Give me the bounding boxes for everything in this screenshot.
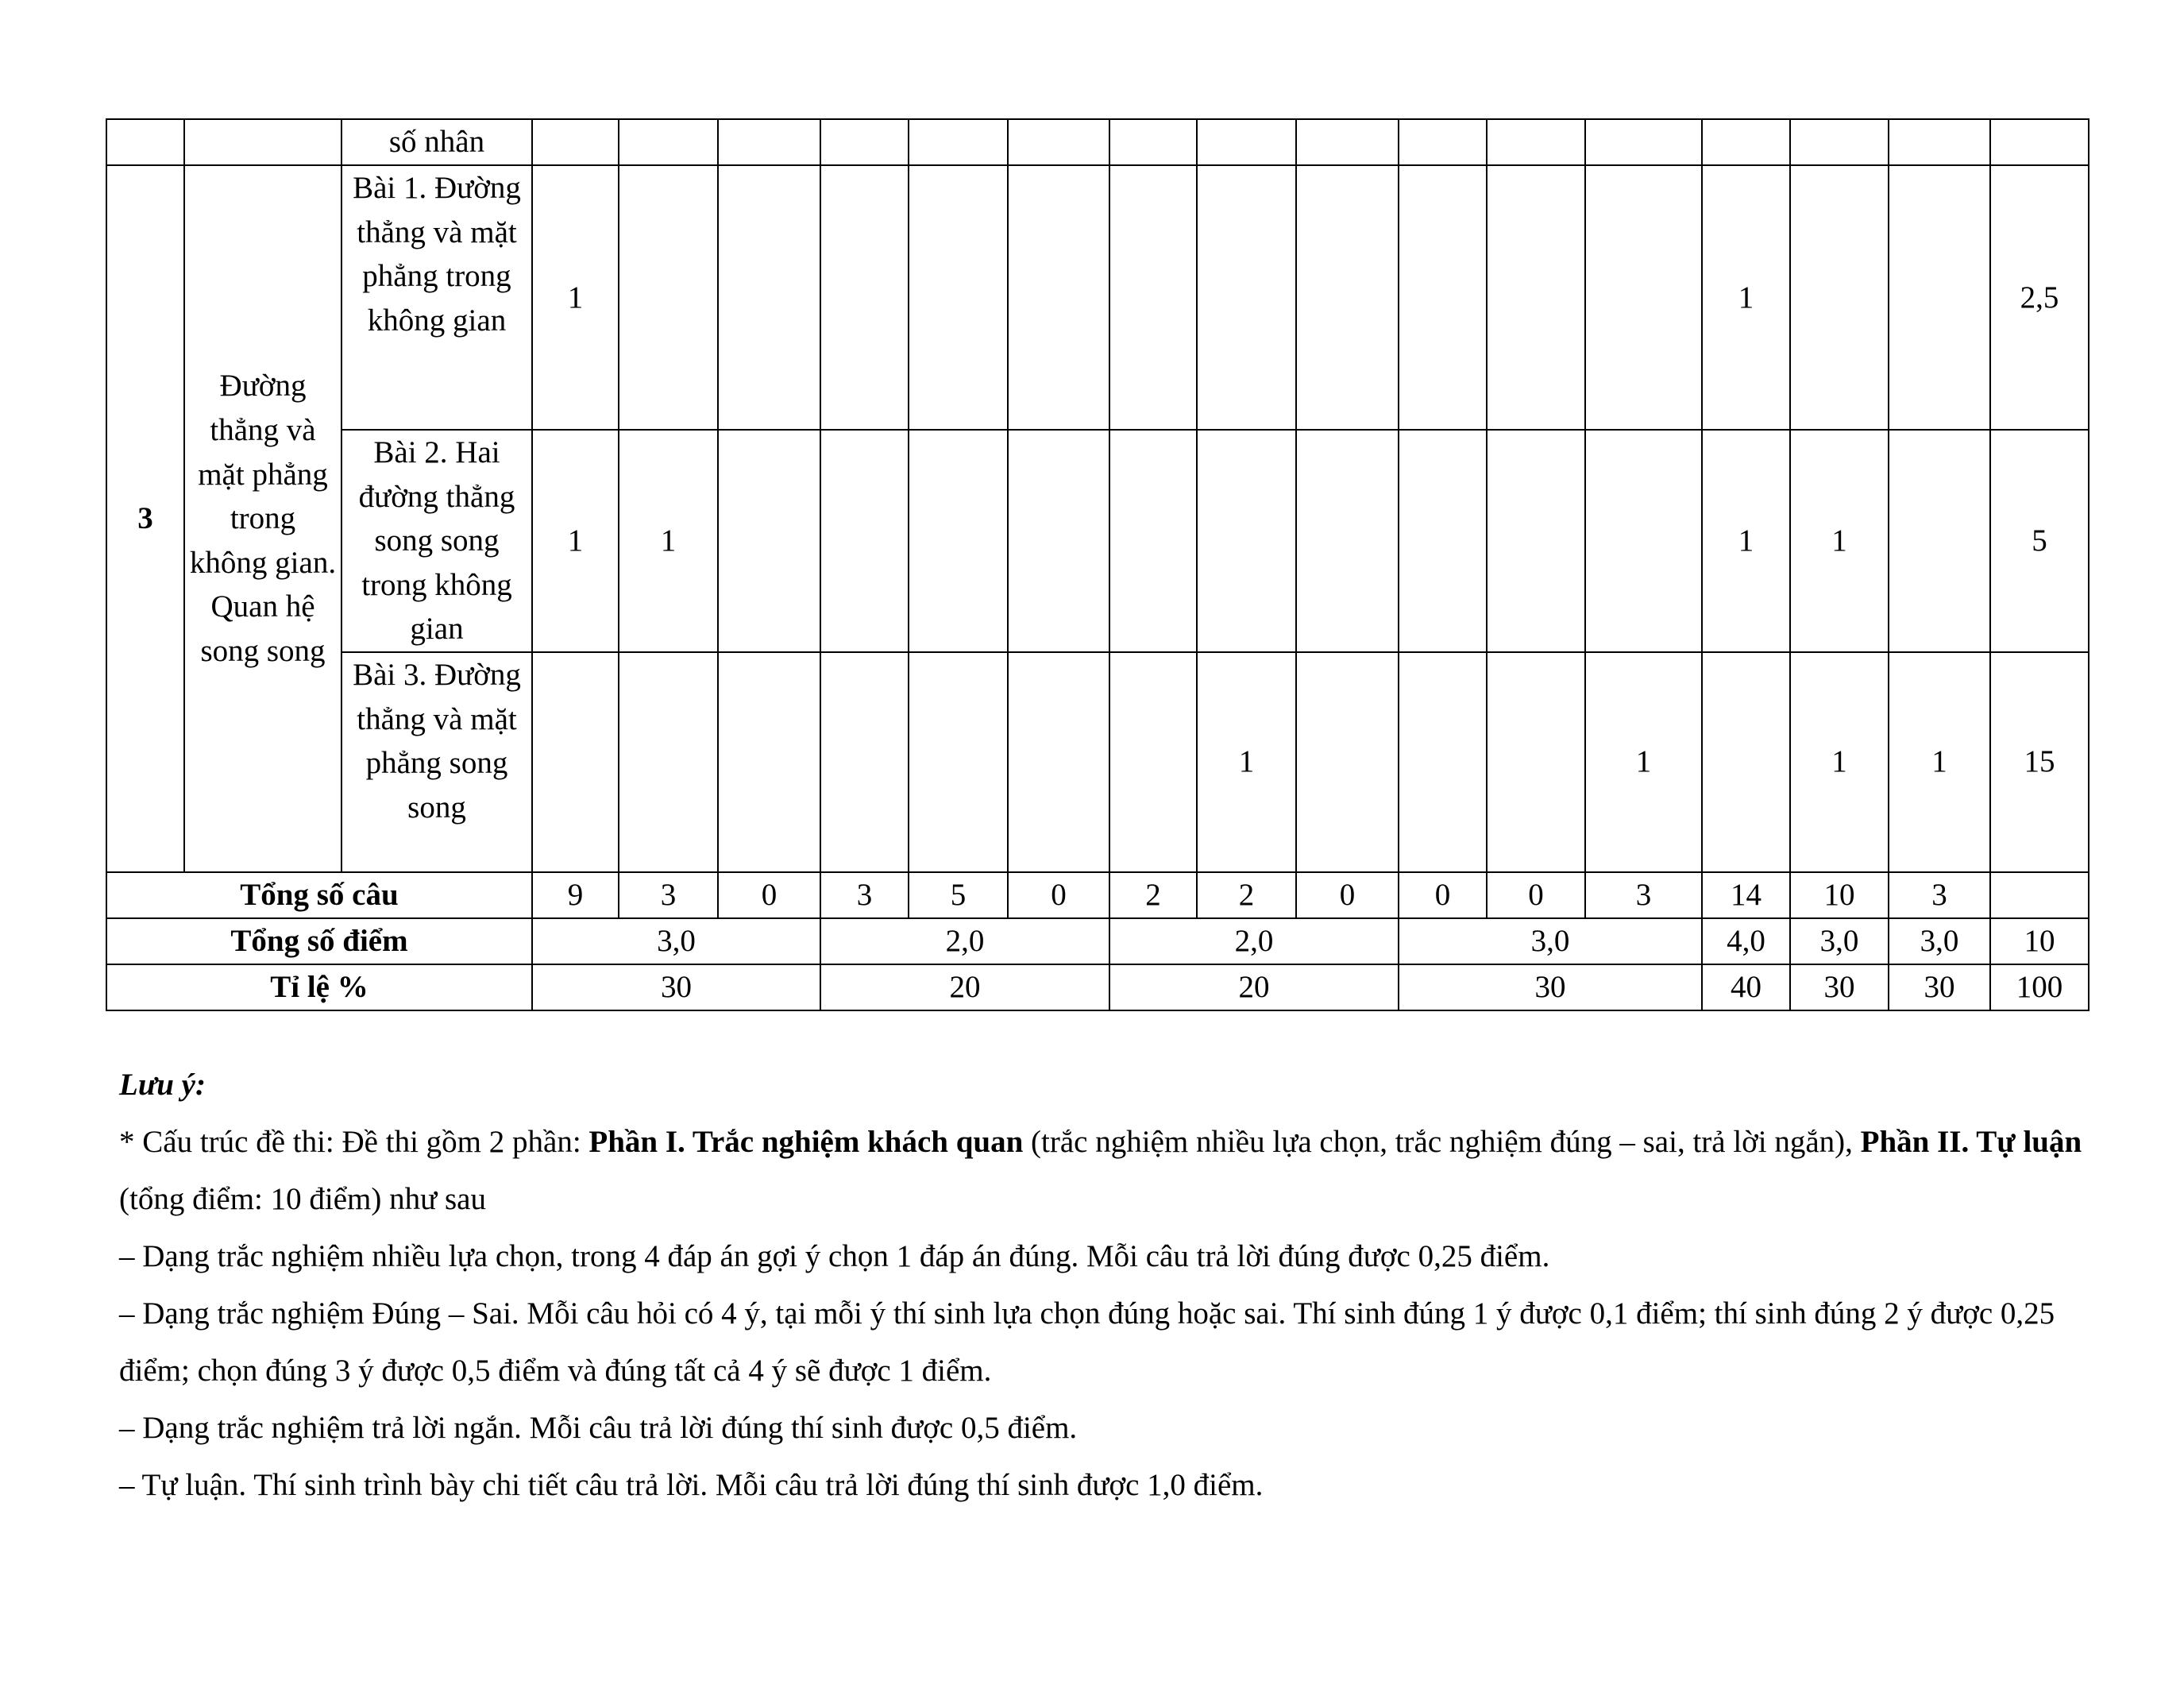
total-cell: 0 xyxy=(1487,872,1585,918)
note-item: – Tự luận. Thí sinh trình bày chi tiết câu trả lời. Mỗi câu trả lời đúng thí sinh được 1,0 điểm. xyxy=(119,1468,1264,1502)
matrix-cell xyxy=(909,430,1008,652)
empty-cell xyxy=(106,119,184,165)
total-cell: 0 xyxy=(1008,872,1109,918)
row-label: Tỉ lệ % xyxy=(106,964,532,1010)
row-label: Tổng số câu xyxy=(106,872,532,918)
matrix-cell xyxy=(1008,430,1109,652)
group-cell: 3,0 xyxy=(532,918,820,964)
group-cell: 2,0 xyxy=(1109,918,1399,964)
total-cell: 10 xyxy=(1790,872,1889,918)
matrix-cell: 1 xyxy=(1702,430,1790,652)
lesson-name: Bài 1. Đường thẳng và mặt phẳng trong không gian xyxy=(341,165,532,430)
part1-label: Phần I. Trắc nghiệm khách quan xyxy=(588,1125,1024,1159)
lesson-name: Bài 2. Hai đường thẳng song song trong không gian xyxy=(341,430,532,652)
note-item: – Dạng trắc nghiệm nhiều lựa chọn, trong 4 đáp án gợi ý chọn 1 đáp án đúng. Mỗi câu trả lời đúng được 0,25 điểm. xyxy=(119,1239,1550,1273)
empty-cell xyxy=(619,119,718,165)
notes-section xyxy=(119,1056,2089,1514)
empty-cell xyxy=(1296,119,1399,165)
matrix-cell xyxy=(1109,165,1197,430)
total-cell: 2 xyxy=(1197,872,1296,918)
matrix-cell xyxy=(1296,430,1399,652)
part2-label: Phần II. Tự luận xyxy=(1860,1125,2082,1159)
matrix-cell: 1 xyxy=(1702,165,1790,430)
empty-cell xyxy=(1399,119,1487,165)
matrix-cell xyxy=(1889,430,1990,652)
matrix-cell xyxy=(1296,652,1399,872)
total-cell: 3 xyxy=(820,872,909,918)
matrix-cell xyxy=(718,430,820,652)
note-item: – Dạng trắc nghiệm Đúng – Sai. Mỗi câu hỏi có 4 ý, tại mỗi ý thí sinh lựa chọn đúng hoặc sai. Thí sinh đúng 1 ý được 0,1 điểm; thí sinh đúng 2 ý được 0,25 điểm; chọn đúng 3 ý được 0,5 điểm và đúng tất cả 4 ý sẽ được 1 điểm. xyxy=(119,1296,2055,1388)
chapter-number: 3 xyxy=(106,165,184,872)
empty-cell xyxy=(1008,119,1109,165)
total-cell: 3 xyxy=(1889,872,1990,918)
matrix-cell xyxy=(1585,430,1702,652)
matrix-cell xyxy=(1399,165,1487,430)
total-cell: 0 xyxy=(718,872,820,918)
lesson-cell: số nhân xyxy=(341,119,532,165)
total-cell: 14 xyxy=(1702,872,1790,918)
empty-cell xyxy=(820,119,909,165)
matrix-cell: 5 xyxy=(1990,430,2089,652)
notes-title: Lưu ý: xyxy=(119,1068,206,1102)
matrix-cell xyxy=(718,165,820,430)
matrix-cell xyxy=(1109,430,1197,652)
matrix-cell: 1 xyxy=(1790,430,1889,652)
note-item: – Dạng trắc nghiệm trả lời ngắn. Mỗi câu trả lời đúng thí sinh được 0,5 điểm. xyxy=(119,1411,1078,1445)
empty-cell xyxy=(1790,119,1889,165)
matrix-cell xyxy=(1197,430,1296,652)
matrix-cell xyxy=(1008,652,1109,872)
total-cell xyxy=(1990,872,2089,918)
matrix-cell xyxy=(1399,430,1487,652)
group-cell: 3,0 xyxy=(1399,918,1702,964)
matrix-cell xyxy=(532,652,619,872)
empty-cell xyxy=(1109,119,1197,165)
empty-cell xyxy=(1889,119,1990,165)
total-cell: 30 xyxy=(1790,964,1889,1010)
empty-cell xyxy=(532,119,619,165)
ratio-row xyxy=(106,964,2089,1010)
total-cell: 3,0 xyxy=(1889,918,1990,964)
matrix-cell xyxy=(1889,165,1990,430)
total-cell: 3 xyxy=(619,872,718,918)
group-cell: 20 xyxy=(820,964,1109,1010)
total-cell: 10 xyxy=(1990,918,2089,964)
total-cell: 0 xyxy=(1296,872,1399,918)
total-cell: 2 xyxy=(1109,872,1197,918)
matrix-cell: 1 xyxy=(1585,652,1702,872)
total-cell: 9 xyxy=(532,872,619,918)
matrix-cell: 1 xyxy=(1889,652,1990,872)
matrix-cell xyxy=(1296,165,1399,430)
matrix-cell xyxy=(909,165,1008,430)
matrix-cell xyxy=(1109,652,1197,872)
matrix-cell xyxy=(1487,652,1585,872)
matrix-cell xyxy=(820,652,909,872)
matrix-cell xyxy=(1008,165,1109,430)
matrix-cell xyxy=(820,165,909,430)
matrix-cell xyxy=(1487,430,1585,652)
lesson-name: Bài 3. Đường thẳng và mặt phẳng song song xyxy=(341,652,532,872)
total-cell: 30 xyxy=(1889,964,1990,1010)
group-cell: 30 xyxy=(532,964,820,1010)
total-points-row xyxy=(106,918,2089,964)
total-questions-row xyxy=(106,872,2089,918)
assessment-matrix-table xyxy=(106,118,2089,1011)
total-cell: 4,0 xyxy=(1702,918,1790,964)
total-cell: 100 xyxy=(1990,964,2089,1010)
matrix-cell: 1 xyxy=(619,430,718,652)
empty-cell xyxy=(718,119,820,165)
prev-row xyxy=(106,119,2089,165)
total-cell: 3,0 xyxy=(1790,918,1889,964)
group-cell: 20 xyxy=(1109,964,1399,1010)
empty-cell xyxy=(184,119,341,165)
total-cell: 0 xyxy=(1399,872,1487,918)
matrix-cell: 1 xyxy=(532,430,619,652)
structure-mid: (trắc nghiệm nhiều lựa chọn, trắc nghiệm đúng – sai, trả lời ngắn), xyxy=(1023,1125,1861,1159)
lesson-row-2 xyxy=(106,430,2089,652)
matrix-cell xyxy=(1197,165,1296,430)
matrix-cell xyxy=(718,652,820,872)
row-label: Tổng số điểm xyxy=(106,918,532,964)
matrix-cell xyxy=(1585,165,1702,430)
matrix-cell: 1 xyxy=(1790,652,1889,872)
group-cell: 2,0 xyxy=(820,918,1109,964)
lesson-row-1 xyxy=(106,165,2089,430)
empty-cell xyxy=(1487,119,1585,165)
matrix-cell: 2,5 xyxy=(1990,165,2089,430)
matrix-cell: 1 xyxy=(532,165,619,430)
matrix-cell xyxy=(820,430,909,652)
empty-cell xyxy=(909,119,1008,165)
structure-suffix: (tổng điểm: 10 điểm) như sau xyxy=(119,1182,486,1216)
total-cell: 5 xyxy=(909,872,1008,918)
matrix-cell xyxy=(1487,165,1585,430)
structure-note xyxy=(119,1114,2089,1228)
matrix-cell: 1 xyxy=(1197,652,1296,872)
empty-cell xyxy=(1990,119,2089,165)
empty-cell xyxy=(1702,119,1790,165)
matrix-cell xyxy=(1399,652,1487,872)
matrix-cell: 15 xyxy=(1990,652,2089,872)
empty-cell xyxy=(1197,119,1296,165)
group-cell: 30 xyxy=(1399,964,1702,1010)
matrix-cell xyxy=(1702,652,1790,872)
total-cell: 40 xyxy=(1702,964,1790,1010)
matrix-cell xyxy=(619,165,718,430)
matrix-cell xyxy=(619,652,718,872)
chapter-topic: Đường thẳng và mặt phẳng trong không gian. Quan hệ song song xyxy=(184,165,341,872)
empty-cell xyxy=(1585,119,1702,165)
structure-prefix: * Cấu trúc đề thi: Đề thi gồm 2 phần: xyxy=(119,1125,589,1159)
matrix-cell xyxy=(909,652,1008,872)
total-cell: 3 xyxy=(1585,872,1702,918)
matrix-cell xyxy=(1790,165,1889,430)
lesson-row-3 xyxy=(106,652,2089,872)
